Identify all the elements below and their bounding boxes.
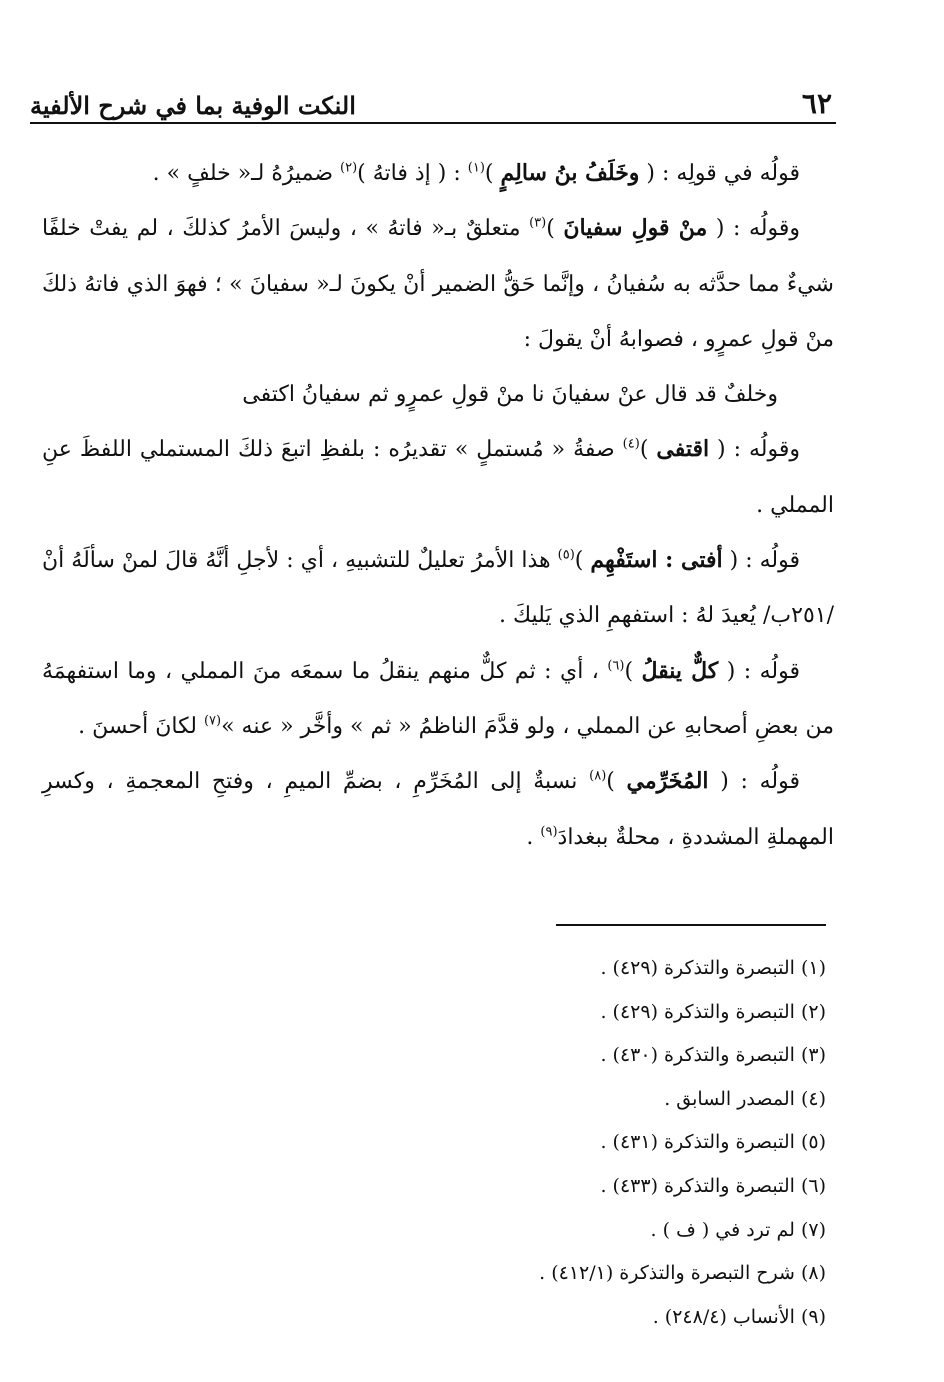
paragraph-3 [42, 422, 834, 533]
running-title: النكت الوفية بما في شرح الألفية [30, 91, 356, 120]
footnote-item [100, 1035, 826, 1079]
footnote-marker: (٢) [340, 160, 358, 176]
footnote-marker: (٣) [529, 215, 547, 231]
page-header [30, 62, 836, 120]
footnote-number: (٨) [800, 1262, 826, 1285]
text-run: قولُه : ( [718, 658, 800, 684]
footnote-item [100, 1166, 826, 1210]
footnote-number: (٤) [800, 1087, 826, 1110]
header-rule [30, 122, 836, 124]
text-run: متعلقٌ بـ« فاتهُ » ، وليسَ الأمرُ كذلكَ ، لم يفتْ خلفًا شيءٌ مما حدَّثه به سُفيانُ ، وإنَّما حَقُّ الضمير أنْ يكونَ لـ« سفيانَ » ؛ فهوَ الذي فاتهُ ذلكَ منْ قولِ عمرٍو ، فصوابهُ أنْ يقولَ : [42, 216, 834, 352]
quoted-term: أفتى : استَفْهِم [590, 547, 723, 574]
text-run: قولُه : ( [722, 548, 801, 574]
paragraph-6 [42, 754, 834, 865]
footnote-text: المصدر السابق . [664, 1087, 795, 1110]
footnote-marker: (٥) [557, 547, 575, 563]
footnote-text: التبصرة والتذكرة (٤٣٣) . [600, 1174, 795, 1197]
paragraph-5 [42, 644, 834, 755]
footnote-text: التبصرة والتذكرة (٤٢٩) . [600, 957, 795, 979]
quoted-term: وخَلَفُ بنُ سالِمٍ [500, 160, 640, 186]
text-run: وقولُه : ( [709, 437, 800, 463]
text-run: ) [484, 161, 501, 186]
footnote-text: التبصرة والتذكرة (٤٢٩) . [600, 1000, 795, 1023]
text-run: ) [606, 769, 627, 795]
text-run: قولُه : ( [708, 769, 801, 795]
footnote-text: لم ترد في ( ف ) . [650, 1218, 795, 1241]
footnote-number: (٥) [800, 1131, 826, 1154]
footnote-number: (١) [800, 957, 826, 979]
main-text [42, 146, 834, 865]
paragraph-1 [42, 146, 834, 201]
footnote-item [100, 948, 826, 992]
text-run: قولُه في قولِه : ( [639, 161, 800, 186]
text-run: نسبةٌ إلى المُخَرِّمِ ، بضمِّ الميمِ ، وفتحِ المعجمةِ ، وكسرِ المهملةِ المشددةِ ، محلةٌ ببغدادَ [42, 769, 834, 850]
text-run: لكانَ أحسنَ . [78, 713, 204, 739]
footnote-marker: (٤) [622, 437, 640, 453]
footnotes [100, 948, 826, 1340]
text-run: هذا الأمرُ تعليلٌ للتشبيهِ ، أي : لأجلِ أنَّهُ قالَ لمنْ سألَهُ أنْ /٢٥١ب/ يُعيدَ لهُ : استفهمِ الذي يَليكَ . [42, 548, 834, 629]
page-number: ٦٢ [801, 87, 832, 120]
text-run: ) [624, 658, 642, 684]
footnote-number: (٣) [800, 1044, 826, 1067]
text-run: صفةُ « مُستملٍ » تقديرُه : بلفظِ اتبعَ ذلكَ المستملي اللفظَ عنِ المملي . [42, 437, 834, 518]
footnote-item [100, 1210, 826, 1254]
text-run: وقولُه : ( [707, 216, 801, 242]
footnote-number: (٦) [800, 1174, 826, 1197]
text-run: . [526, 824, 541, 850]
footnote-item [100, 1122, 826, 1166]
text-run: ضميرُهُ لـ« خلفٍ » . [152, 161, 341, 186]
footnote-separator [556, 924, 826, 926]
footnote-marker: (١) [467, 160, 485, 176]
verse-line: وخلفٌ قد قال عنْ سفيانَ نا منْ قولِ عمرٍو ثم سفيانُ اكتفى [242, 382, 778, 408]
quoted-term: منْ قولِ سفيانَ [563, 215, 708, 242]
quoted-term: المُخَرِّمي [626, 768, 709, 795]
text-run: : ( إذ فاتهُ ) [357, 161, 468, 186]
footnote-number: (٢) [800, 1000, 826, 1023]
footnote-marker: (٦) [607, 658, 625, 674]
footnote-item [100, 1079, 826, 1123]
footnote-marker: (٨) [589, 768, 607, 784]
footnote-number: (٩) [800, 1305, 826, 1328]
text-run: ) [546, 216, 564, 242]
footnote-text: الأنساب (٢٤٨/٤) . [652, 1305, 795, 1328]
paragraph-4 [42, 533, 834, 644]
text-run: ) [639, 437, 657, 463]
footnote-text: شرح التبصرة والتذكرة (٤١٢/١) . [539, 1262, 795, 1285]
footnote-item [100, 992, 826, 1036]
footnote-marker: (٧) [203, 713, 222, 729]
footnote-marker: (٩) [540, 824, 558, 840]
quoted-term: كلٌّ ينقلُ [641, 657, 719, 684]
paragraph-2 [42, 201, 834, 367]
text-run: ، أي : ثم كلٌّ منهم ينقلُ ما سمعَه منَ المملي ، وما استفهمَهُ من بعضِ أصحابهِ عن المملي ، ولو قدَّمَ الناظمُ « ثم » وأخَّر « عنه » [42, 658, 834, 739]
footnote-text: التبصرة والتذكرة (٤٣١) . [600, 1131, 795, 1154]
text-run: ) [574, 548, 591, 574]
quoted-term: اقتفى [656, 436, 710, 463]
footnote-item [100, 1297, 826, 1341]
footnote-item [100, 1253, 826, 1297]
footnote-text: التبصرة والتذكرة (٤٣٠) . [600, 1044, 795, 1067]
footnote-number: (٧) [800, 1218, 826, 1241]
